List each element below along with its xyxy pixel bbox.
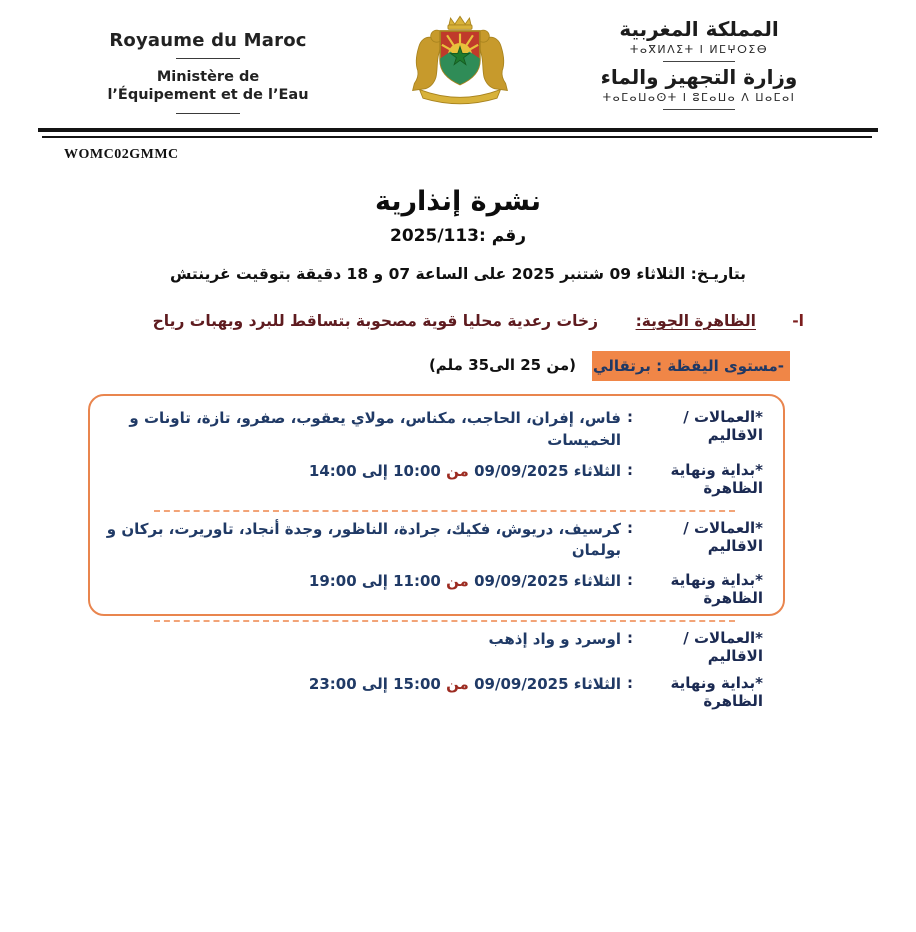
- provinces-label: *العمالات /الاقاليم: [683, 518, 763, 555]
- period-row: [104, 674, 763, 710]
- provinces-label: *العمالات /الاقاليم: [683, 408, 763, 444]
- header-arabic-block: [600, 18, 798, 114]
- colon: :: [627, 571, 633, 589]
- to-word: إلى: [361, 461, 388, 480]
- period-row: [104, 461, 763, 497]
- period-label: *بداية ونهاية الظاهرة: [670, 674, 763, 710]
- ministry-name-ar: وزارة التجهيز والماء: [600, 65, 798, 89]
- header-rule-thin: [42, 136, 872, 138]
- ministry-name-fr-line1: Ministère de: [156, 69, 260, 85]
- dashed-separator: [154, 620, 735, 622]
- colon: :: [627, 518, 633, 537]
- kingdom-name-ar: المملكة المغربية: [619, 17, 779, 41]
- start-time: 15:00: [393, 675, 441, 693]
- bulletin-number: رقم :2025/113: [390, 226, 526, 246]
- kingdom-name-fr: Royaume du Maroc: [109, 30, 307, 51]
- bulletin-title: نشرة إنذارية: [374, 186, 542, 217]
- precipitation-amount: (من 25 الى35 ملم): [428, 356, 576, 374]
- provinces-value: كرسيف، دريوش، فكيك، جرادة، الناظور، وجدة أنجاد، تاوريرت، بركان و بولمان: [106, 519, 621, 560]
- provinces-row: [104, 629, 763, 665]
- ministry-name-fr-line2: l’Équipement et de l’Eau: [107, 87, 309, 104]
- colon: :: [627, 408, 633, 426]
- ministry-name-tifinagh: ⵜⴰⵎⴰⵡⴰⵙⵜ ⵏ ⵓⵎⴰⵡⴰ ⴷ ⵡⴰⵎⴰⵏ: [602, 91, 796, 104]
- from-word: من: [446, 461, 469, 480]
- period-day-date: الثلاثاء 09/09/2025: [474, 572, 621, 590]
- to-word: إلى: [361, 675, 388, 693]
- period-value: [104, 674, 621, 696]
- provinces-label: *العمالات /الاقاليم: [683, 629, 763, 665]
- phenomenon-line: [0, 312, 916, 338]
- header-divider: [663, 61, 735, 62]
- period-label: *بداية ونهاية الظاهرة: [670, 571, 763, 607]
- provinces-row: [104, 408, 763, 452]
- list-marker: ا-: [792, 312, 804, 330]
- start-time: 11:00: [393, 572, 441, 590]
- colon: :: [627, 674, 633, 692]
- header-divider: [176, 113, 240, 114]
- end-time: 23:00: [308, 675, 357, 693]
- document-code: WOMC02GMMC: [64, 147, 179, 162]
- from-word: من: [446, 572, 469, 590]
- phenomenon-label: الظاهرة الجوية:: [635, 312, 756, 330]
- end-time: 14:00: [308, 461, 357, 480]
- to-word: إلى: [361, 572, 388, 590]
- provinces-value: فاس، إفران، الحاجب، مكناس، مولاي يعقوب، صفرو، تازة، تاونات و الخميسات: [129, 409, 621, 449]
- phenomenon-description: زخات رعدية محليا قوية مصحوبة بتساقط للبرد وبهبات رياح: [152, 312, 598, 330]
- header-divider: [663, 109, 735, 110]
- dashed-separator: [154, 510, 735, 512]
- colon: :: [627, 460, 633, 479]
- period-day-date: الثلاثاء 09/09/2025: [474, 675, 621, 693]
- start-time: 10:00: [393, 461, 441, 480]
- provinces-value: اوسرد و واد إذهب: [488, 630, 621, 648]
- period-day-date: الثلاثاء 09/09/2025: [474, 461, 621, 480]
- provinces-row: [104, 519, 763, 563]
- end-time: 19:00: [308, 572, 357, 590]
- kingdom-name-tifinagh: ⵜⴰⴳⵍⴷⵉⵜ ⵏ ⵍⵎⵖⵔⵉⴱ: [629, 43, 769, 56]
- header-french-block: [80, 30, 336, 114]
- period-value: [104, 461, 621, 483]
- vigilance-level-badge: -مستوى اليقظة : برتقالي: [592, 351, 790, 381]
- morocco-coat-of-arms-icon: [404, 12, 516, 112]
- period-value: [104, 571, 621, 593]
- colon: :: [627, 629, 633, 647]
- header-rule-thick: [38, 128, 878, 132]
- alerts-box: [88, 394, 785, 710]
- period-row: [104, 571, 763, 607]
- period-label: *بداية ونهاية الظاهرة: [670, 460, 763, 497]
- from-word: من: [446, 675, 469, 693]
- bulletin-date-line: بتاريـخ: الثلاثاء 09 شتنبر 2025 على الساعة 07 و 18 دقيقة بتوقيت غرينتش: [170, 265, 746, 283]
- header-divider: [176, 58, 240, 59]
